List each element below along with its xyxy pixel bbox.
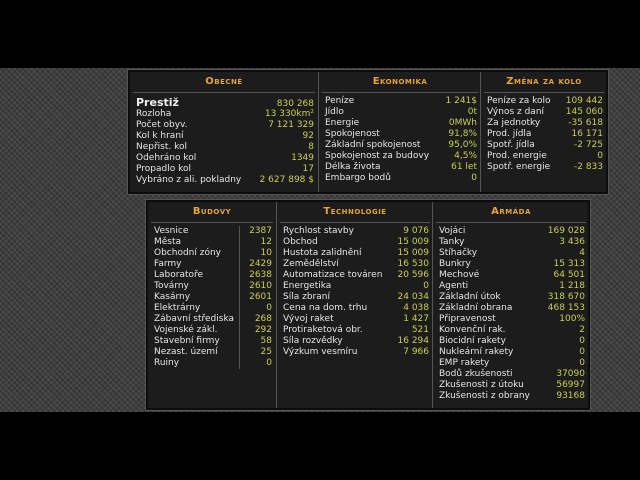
stat-value: 16 171 — [571, 129, 603, 139]
stat-value: 7 966 — [403, 347, 429, 357]
stat-label: Továrny — [154, 281, 189, 291]
stat-value: 12 — [239, 237, 272, 248]
stat-value: 145 060 — [565, 107, 603, 117]
stat-value: 292 — [239, 325, 272, 336]
stat-value: 56997 — [556, 380, 585, 390]
stat-row — [283, 259, 429, 270]
stat-value: 268 — [239, 314, 272, 325]
stat-label: Výzkum vesmíru — [283, 347, 358, 357]
stat-row — [283, 292, 429, 303]
stat-row — [154, 358, 272, 369]
stat-value: 20 596 — [397, 270, 429, 280]
stat-value: 2638 — [239, 270, 272, 281]
stat-row — [325, 129, 477, 140]
stat-label: Základní obrana — [439, 303, 513, 313]
stat-label: Prod. energie — [487, 151, 547, 161]
stat-label: Síla zbraní — [283, 292, 330, 302]
stat-value: 2 627 898 $ — [259, 175, 314, 185]
stat-value: 58 — [239, 336, 272, 347]
stat-value: 169 028 — [547, 226, 585, 236]
section-title: Technologie — [280, 202, 430, 223]
stat-label: Stavební firmy — [154, 336, 220, 346]
section-title: Obecné — [133, 72, 315, 93]
stat-row — [136, 175, 314, 186]
stat-row — [487, 96, 603, 107]
stat-value: 0 — [471, 173, 477, 183]
stat-value: 2601 — [239, 292, 272, 303]
stat-value: 1 427 — [403, 314, 429, 324]
stat-label: Za jednotky — [487, 118, 541, 128]
section-zmena-za-kolo — [480, 72, 607, 192]
stat-value: 13 330km² — [264, 109, 314, 119]
stat-label: Vybráno z ali. pokladny — [136, 175, 242, 185]
stat-row — [136, 164, 314, 175]
section-title: Budovy — [151, 202, 273, 223]
rows — [148, 223, 276, 369]
stat-row — [487, 129, 603, 140]
stat-row — [136, 120, 314, 131]
section-title: Ekonomika — [322, 72, 478, 93]
stat-row — [325, 173, 477, 184]
stat-value: 4 038 — [403, 303, 429, 313]
stat-value: 0 — [239, 303, 272, 314]
section-technologie — [276, 202, 433, 408]
stat-value: 93168 — [556, 391, 585, 401]
stat-label: Biocidní rakety — [439, 336, 506, 346]
stat-row — [154, 237, 272, 248]
stat-label: Rozloha — [136, 109, 172, 119]
stat-value: 0 — [579, 358, 585, 368]
stat-row — [283, 270, 429, 281]
stat-row — [325, 151, 477, 162]
stat-value: 64 501 — [553, 270, 585, 280]
stat-row — [283, 226, 429, 237]
stat-row — [439, 303, 585, 314]
section-obecne — [130, 72, 318, 192]
stat-row — [154, 226, 272, 237]
stat-value: 0t — [467, 107, 477, 117]
stat-row — [154, 336, 272, 347]
stat-row — [487, 118, 603, 129]
stat-row — [154, 259, 272, 270]
stat-row — [325, 118, 477, 129]
stat-value: 0 — [579, 347, 585, 357]
stat-label: Cena na dom. trhu — [283, 303, 368, 313]
stat-value: 100% — [559, 314, 585, 324]
stat-label: Spokojenost — [325, 129, 380, 139]
stat-label: Farmy — [154, 259, 182, 269]
stat-value: 0 — [579, 336, 585, 346]
stat-row — [154, 248, 272, 259]
stat-value: -35 618 — [568, 118, 603, 128]
stat-value: 2429 — [239, 259, 272, 270]
stat-value: 0 — [239, 358, 272, 369]
stat-row — [154, 314, 272, 325]
stat-label: Konvenční rak. — [439, 325, 506, 335]
stat-value: 0 — [423, 281, 429, 291]
stat-label: Propadlo kol — [136, 164, 191, 174]
stat-label: Počet obyv. — [136, 120, 188, 130]
stat-value: 830 268 — [276, 99, 314, 109]
stat-row — [154, 303, 272, 314]
stat-row — [439, 358, 585, 369]
stat-row — [136, 153, 314, 164]
stat-label: Nezast. území — [154, 347, 218, 357]
stat-label: Automatizace továren — [283, 270, 383, 280]
section-budovy — [148, 202, 276, 408]
stat-label: Vývoj raket — [283, 314, 334, 324]
stat-label: Prod. jídla — [487, 129, 532, 139]
stat-row — [439, 336, 585, 347]
stats-panel-bottom — [146, 200, 590, 410]
stat-label: Vesnice — [154, 226, 189, 236]
stat-label: Odehráno kol — [136, 153, 197, 163]
stat-row — [439, 347, 585, 358]
stat-row — [487, 107, 603, 118]
stat-label: Prestiž — [136, 96, 179, 109]
stat-label: Základní spokojenost — [325, 140, 421, 150]
stat-value: 15 009 — [397, 237, 429, 247]
stat-value: 8 — [308, 142, 314, 152]
stat-value: 4,5% — [454, 151, 477, 161]
stat-value: 4 — [579, 248, 585, 258]
rows — [433, 223, 589, 402]
stat-value: 3 436 — [559, 237, 585, 247]
stat-label: Základní útok — [439, 292, 501, 302]
stat-value: 2387 — [239, 226, 272, 237]
stat-value: 10 — [239, 248, 272, 259]
stat-row — [439, 314, 585, 325]
stat-label: Peníze — [325, 96, 355, 106]
stat-label: EMP rakety — [439, 358, 490, 368]
section-title: Armáda — [436, 202, 586, 223]
stat-value: 92 — [302, 131, 314, 141]
stat-label: Spotř. energie — [487, 162, 551, 172]
section-title: Změna za kolo — [484, 72, 604, 93]
stat-row — [283, 237, 429, 248]
stat-row — [283, 248, 429, 259]
stat-label: Bunkry — [439, 259, 471, 269]
stat-value: 2610 — [239, 281, 272, 292]
stat-row — [439, 248, 585, 259]
stat-row — [487, 140, 603, 151]
rows — [319, 93, 481, 184]
stat-row — [439, 380, 585, 391]
stat-value: 1 218 — [559, 281, 585, 291]
stat-label: Zkušenosti z útoku — [439, 380, 524, 390]
stat-value: 17 — [302, 164, 314, 174]
stat-row — [487, 162, 603, 173]
stat-row — [325, 140, 477, 151]
stat-label: Obchod — [283, 237, 318, 247]
stat-label: Laboratoře — [154, 270, 204, 280]
stat-label: Zkušenosti z obrany — [439, 391, 530, 401]
stat-label: Energie — [325, 118, 360, 128]
stat-label: Nepřist. kol — [136, 142, 188, 152]
stat-label: Zemědělství — [283, 259, 339, 269]
section-ekonomika — [318, 72, 481, 192]
stat-row — [439, 281, 585, 292]
stat-label: Nukleární rakety — [439, 347, 514, 357]
stat-value: 521 — [411, 325, 429, 335]
stat-label: Energetika — [283, 281, 332, 291]
stat-value: 0 — [597, 151, 603, 161]
stat-label: Obchodní zóny — [154, 248, 221, 258]
stat-label: Mechové — [439, 270, 480, 280]
stat-row — [439, 237, 585, 248]
stat-value: 15 009 — [397, 248, 429, 258]
stat-label: Hustota zalidnění — [283, 248, 362, 258]
rows — [277, 223, 433, 358]
stat-row — [136, 131, 314, 142]
stat-label: Embargo bodů — [325, 173, 391, 183]
stats-panel-top — [128, 70, 608, 194]
stat-row — [487, 151, 603, 162]
stat-value: 91,8% — [448, 129, 477, 139]
stat-label: Protiraketová obr. — [283, 325, 363, 335]
stat-row — [154, 347, 272, 358]
stat-label: Stíhačky — [439, 248, 478, 258]
stat-value: 7 121 329 — [268, 120, 314, 130]
stat-value: 61 let — [451, 162, 477, 172]
stat-row — [154, 325, 272, 336]
stat-row — [154, 281, 272, 292]
stat-row — [439, 369, 585, 380]
stat-label: Síla rozvědky — [283, 336, 343, 346]
stat-row — [439, 226, 585, 237]
stat-row — [283, 314, 429, 325]
stat-label: Tanky — [439, 237, 465, 247]
stat-value: 318 670 — [547, 292, 585, 302]
stat-value: 0MWh — [448, 118, 477, 128]
stat-row — [325, 162, 477, 173]
stat-label: Vojáci — [439, 226, 466, 236]
stat-row — [154, 292, 272, 303]
rows — [481, 93, 607, 173]
stat-row — [136, 96, 314, 109]
stat-value: 468 153 — [547, 303, 585, 313]
stat-value: 9 076 — [403, 226, 429, 236]
stat-label: Bodů zkušenosti — [439, 369, 513, 379]
stat-label: Kol k hraní — [136, 131, 184, 141]
stat-label: Ruiny — [154, 358, 180, 368]
stat-row — [439, 325, 585, 336]
stat-row — [136, 142, 314, 153]
stat-label: Výnos z daní — [487, 107, 545, 117]
stat-label: Připravenost — [439, 314, 496, 324]
stat-label: Délka života — [325, 162, 381, 172]
stat-value: 1349 — [291, 153, 314, 163]
stat-value: -2 725 — [573, 140, 603, 150]
stat-label: Elektrárny — [154, 303, 201, 313]
stat-value: 109 442 — [565, 96, 603, 106]
stat-row — [283, 347, 429, 358]
stat-label: Peníze za kolo — [487, 96, 551, 106]
stat-row — [439, 391, 585, 402]
stat-row — [283, 325, 429, 336]
stat-label: Jídlo — [325, 107, 344, 117]
stat-value: 37090 — [556, 369, 585, 379]
stat-value: -2 833 — [573, 162, 603, 172]
stat-label: Zábavní střediska — [154, 314, 235, 324]
stat-row — [283, 281, 429, 292]
rows — [130, 93, 318, 186]
stat-value: 95,0% — [448, 140, 477, 150]
stat-row — [283, 336, 429, 347]
stat-row — [439, 270, 585, 281]
stat-label: Spokojenost za budovy — [325, 151, 430, 161]
stat-row — [283, 303, 429, 314]
stat-label: Vojenské zákl. — [154, 325, 218, 335]
stat-value: 2 — [579, 325, 585, 335]
stat-value: 24 034 — [397, 292, 429, 302]
stat-value: 25 — [239, 347, 272, 358]
stat-row — [325, 96, 477, 107]
stat-value: 1 241$ — [445, 96, 477, 106]
stat-row — [439, 292, 585, 303]
stat-label: Rychlost stavby — [283, 226, 354, 236]
stat-value: 16 294 — [397, 336, 429, 346]
stat-value: 16 530 — [397, 259, 429, 269]
stat-label: Spotř. jídla — [487, 140, 535, 150]
stat-row — [154, 270, 272, 281]
stat-label: Agenti — [439, 281, 469, 291]
stat-row — [325, 107, 477, 118]
stat-row — [136, 109, 314, 120]
stat-value: 15 313 — [553, 259, 585, 269]
stat-row — [439, 259, 585, 270]
section-armada — [432, 202, 589, 408]
stat-label: Města — [154, 237, 182, 247]
stat-label: Kasárny — [154, 292, 191, 302]
